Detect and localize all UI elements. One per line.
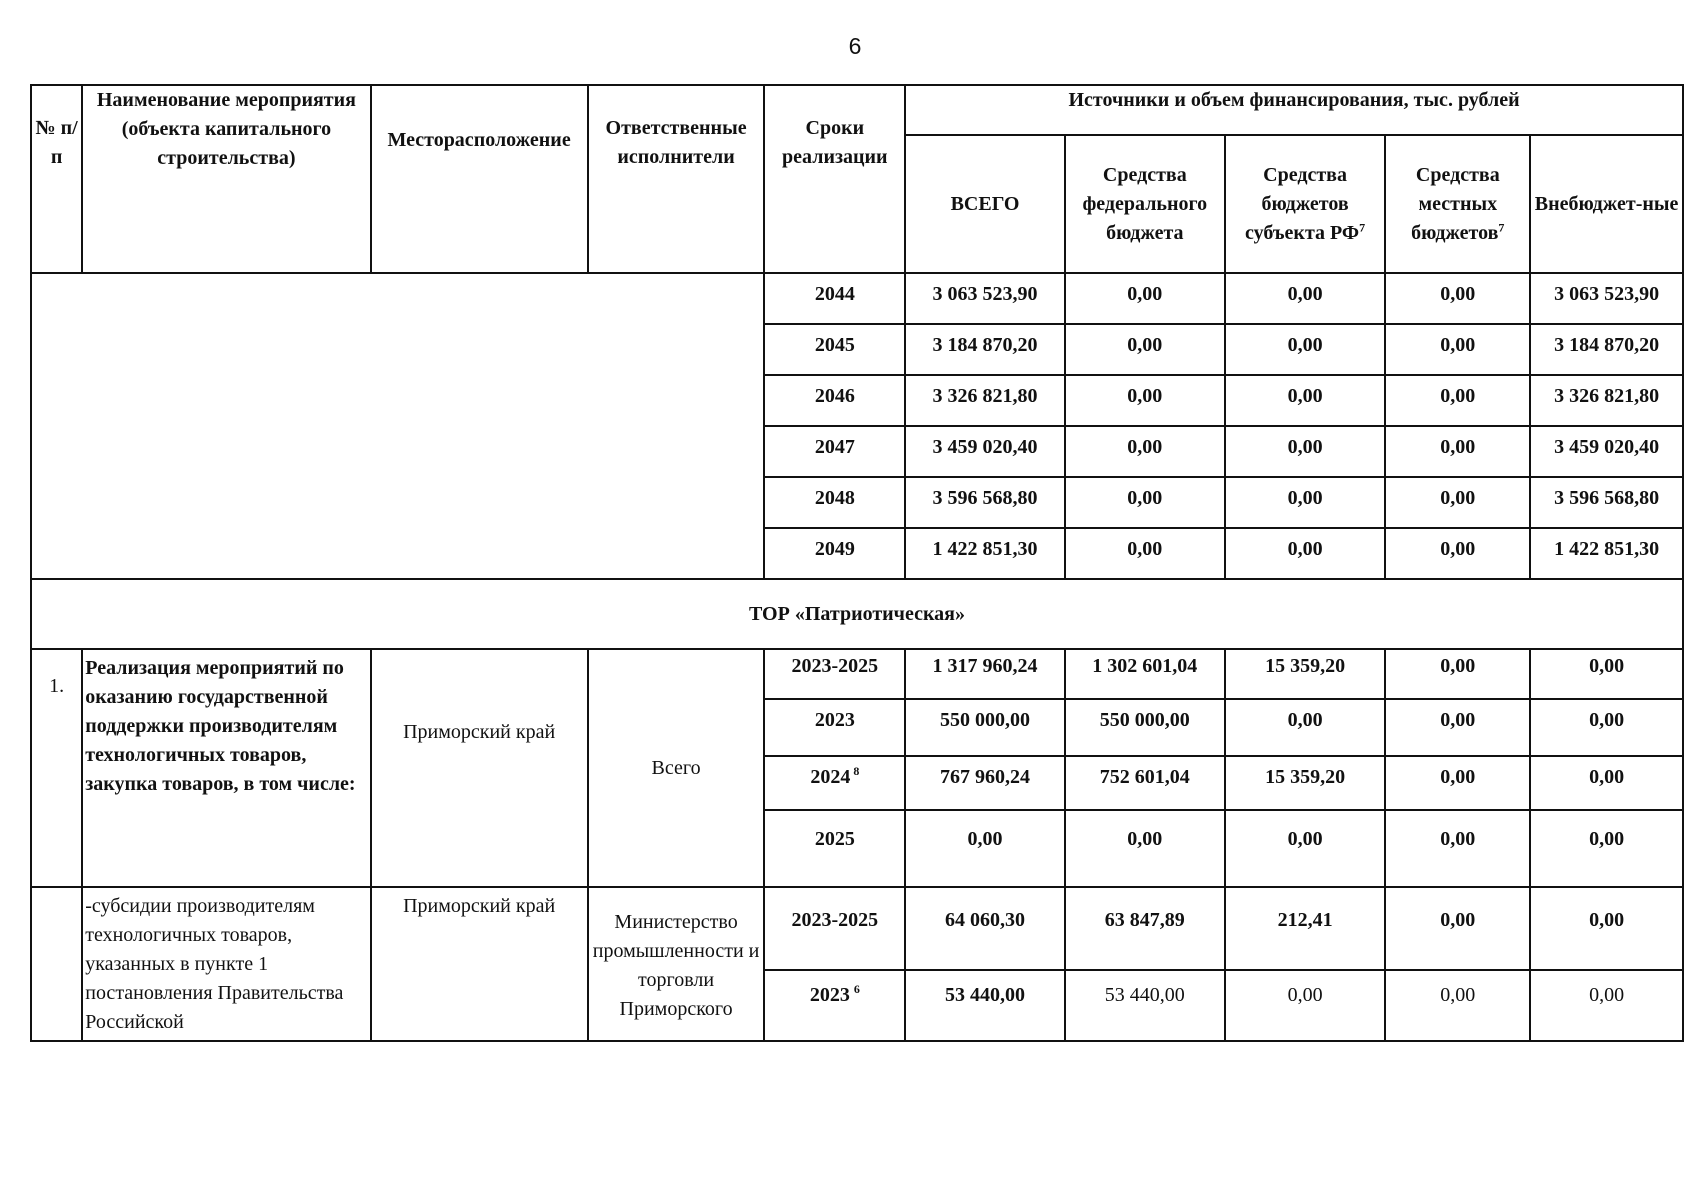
extra-cell: 1 422 851,30 [1530, 528, 1683, 579]
table-row [31, 887, 1683, 970]
local-cell: 0,00 [1385, 528, 1530, 579]
year-cell: 2025 [764, 810, 905, 887]
subject-cell: 0,00 [1225, 375, 1386, 426]
year-cell: 2049 [764, 528, 905, 579]
total-cell: 3 596 568,80 [905, 477, 1065, 528]
extra-cell: 3 326 821,80 [1530, 375, 1683, 426]
item-name: Реализация мероприятий по оказанию государственной поддержки производителям технологичных товаров, закупка товаров, в том числе: [82, 649, 370, 887]
local-cell: 0,00 [1385, 649, 1530, 699]
header-local: Средства местных бюджетов$^7$ [1385, 135, 1530, 273]
extra-cell: 0,00 [1530, 810, 1683, 887]
extra-cell: 3 459 020,40 [1530, 426, 1683, 477]
extra-cell: 3 063 523,90 [1530, 273, 1683, 324]
local-cell: 0,00 [1385, 375, 1530, 426]
total-cell: 3 459 020,40 [905, 426, 1065, 477]
local-cell: 0,00 [1385, 426, 1530, 477]
local-cell: 0,00 [1385, 887, 1530, 970]
year-cell: 2045 [764, 324, 905, 375]
total-cell: 53 440,00 [905, 970, 1065, 1041]
table-row [31, 649, 1683, 699]
federal-cell: 0,00 [1065, 477, 1225, 528]
subject-cell: 0,00 [1225, 426, 1386, 477]
section-title: ТОР «Патриотическая» [31, 579, 1683, 649]
federal-cell: 1 302 601,04 [1065, 649, 1225, 699]
year-cell: 2048 [764, 477, 905, 528]
subitem-executor: Министерство промышленности и торговли Приморского [588, 887, 765, 1041]
year-cell: 2046 [764, 375, 905, 426]
local-cell: 0,00 [1385, 477, 1530, 528]
federal-cell: 0,00 [1065, 528, 1225, 579]
extra-cell: 3 596 568,80 [1530, 477, 1683, 528]
header-terms: Сроки реализации [764, 85, 905, 273]
local-cell: 0,00 [1385, 273, 1530, 324]
year-cell: 2044 [764, 273, 905, 324]
federal-cell: 0,00 [1065, 273, 1225, 324]
subject-cell: 15 359,20 [1225, 649, 1386, 699]
extra-cell: 0,00 [1530, 970, 1683, 1041]
total-cell: 767 960,24 [905, 756, 1065, 810]
year-cell: 2047 [764, 426, 905, 477]
item-location: Приморский край [371, 649, 588, 887]
item-number: 1. [31, 649, 82, 887]
local-cell: 0,00 [1385, 810, 1530, 887]
empty-merged-cell [31, 273, 764, 579]
subject-cell: 15 359,20 [1225, 756, 1386, 810]
total-cell: 550 000,00 [905, 699, 1065, 756]
extra-cell: 3 184 870,20 [1530, 324, 1683, 375]
year-cell: 2023-2025 [764, 887, 905, 970]
total-cell: 1 422 851,30 [905, 528, 1065, 579]
header-total: ВСЕГО [905, 135, 1065, 273]
local-cell: 0,00 [1385, 970, 1530, 1041]
local-cell: 0,00 [1385, 756, 1530, 810]
subitem-location: Приморский край [371, 887, 588, 1041]
total-cell: 64 060,30 [905, 887, 1065, 970]
total-cell: 1 317 960,24 [905, 649, 1065, 699]
subject-cell: 0,00 [1225, 970, 1386, 1041]
header-num: № п/п [31, 85, 82, 273]
header-federal: Средства федерального бюджета [1065, 135, 1225, 273]
header-extra: Внебюджет-ные [1530, 135, 1683, 273]
subject-cell: 0,00 [1225, 528, 1386, 579]
header-sources: Источники и объем финансирования, тыс. рублей [905, 85, 1683, 135]
subject-cell: 212,41 [1225, 887, 1386, 970]
table-row [31, 273, 1683, 324]
year-cell: 2023-2025 [764, 649, 905, 699]
federal-cell: 0,00 [1065, 426, 1225, 477]
total-cell: 3 184 870,20 [905, 324, 1065, 375]
subject-cell: 0,00 [1225, 810, 1386, 887]
federal-cell: 550 000,00 [1065, 699, 1225, 756]
year-cell: 2024 $^8$ [764, 756, 905, 810]
local-cell: 0,00 [1385, 699, 1530, 756]
subject-cell: 0,00 [1225, 273, 1386, 324]
subject-cell: 0,00 [1225, 324, 1386, 375]
extra-cell: 0,00 [1530, 649, 1683, 699]
header-executors: Ответственные исполнители [588, 85, 765, 273]
federal-cell: 0,00 [1065, 324, 1225, 375]
subitem-name: -субсидии производителям технологичных товаров, указанных в пункте 1 постановления Правительства Российской [82, 887, 370, 1041]
header-subject: Средства бюджетов субъекта $РФ^7$ [1225, 135, 1386, 273]
subject-cell: 0,00 [1225, 699, 1386, 756]
year-cell: 2023 $^6$ [764, 970, 905, 1041]
year-cell: 2023 [764, 699, 905, 756]
extra-cell: 0,00 [1530, 887, 1683, 970]
total-cell: 0,00 [905, 810, 1065, 887]
federal-cell: 53 440,00 [1065, 970, 1225, 1041]
federal-cell: 0,00 [1065, 810, 1225, 887]
empty-num-cell [31, 887, 82, 1041]
federal-cell: 63 847,89 [1065, 887, 1225, 970]
header-location: Месторасположение [371, 85, 588, 273]
page-number: 6 [848, 33, 862, 59]
total-cell: 3 326 821,80 [905, 375, 1065, 426]
federal-cell: 0,00 [1065, 375, 1225, 426]
item-executor: Всего [588, 649, 765, 887]
local-cell: 0,00 [1385, 324, 1530, 375]
header-name: Наименование мероприятия (объекта капитального строительства) [82, 85, 370, 273]
financing-table [30, 84, 1684, 1042]
extra-cell: 0,00 [1530, 756, 1683, 810]
extra-cell: 0,00 [1530, 699, 1683, 756]
total-cell: 3 063 523,90 [905, 273, 1065, 324]
subject-cell: 0,00 [1225, 477, 1386, 528]
federal-cell: 752 601,04 [1065, 756, 1225, 810]
